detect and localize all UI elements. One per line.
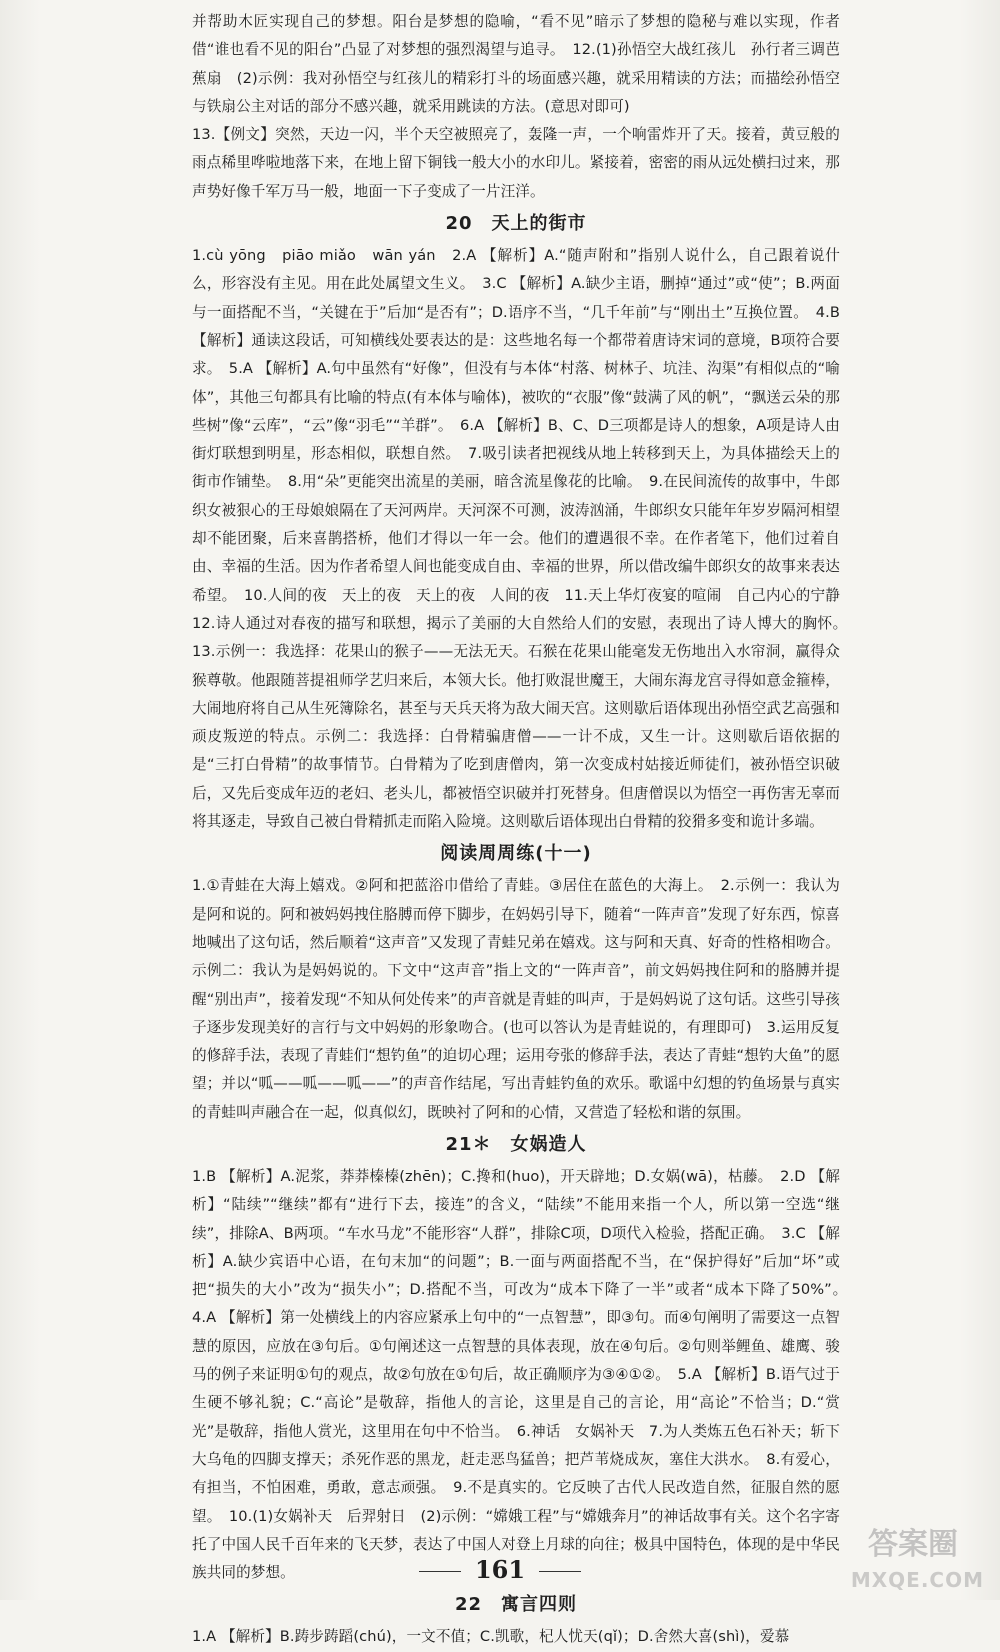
watermark-logo <box>818 1517 988 1592</box>
section-title-21: 21＊ 女娲造人 <box>445 1133 587 1155</box>
section-title-20: 20 天上的街市 <box>445 213 587 235</box>
answer-paragraph: 并帮助木匠实现自己的梦想。阳台是梦想的隐喻，“看不见”暗示了梦想的隐秘与难以实现，作者借“谁也看不见的阳台”凸显了对梦想的强烈渴望与追寻。 12.(1)孙悟空大战红孩儿 孙行者三调芭蕉扇 (2)示例：我对孙悟空与红孩儿的精彩打斗的场面感兴趣，就采用精读的方法；而描绘孙悟空与铁扇公主对话的部分不感兴趣，就采用跳读的方法。(意思对即可) <box>192 13 840 115</box>
watermark-en: MXQE.COM <box>850 1568 984 1592</box>
page-number: 161 <box>474 1555 526 1584</box>
watermark-cn: 答案圈 <box>868 1527 958 1562</box>
footer-dash-left <box>419 1571 461 1572</box>
footer-dash-right <box>539 1571 581 1572</box>
reading-answers: 1.①青蛙在大海上嬉戏。②阿和把蓝浴巾借给了青蛙。③居住在蓝色的大海上。 2.示例一：我认为是阿和说的。阿和被妈妈拽住胳膊而停下脚步，在妈妈引导下，随着“一阵声音”发现了好东西，惊喜地喊出了这句话，然后顺着“这声音”又发现了青蛙兄弟在嬉戏。这与阿和天真、好奇的性格相吻合。示例二：我认为是妈妈说的。下文中“这声音”指上文的“一阵声音”，前文妈妈拽住阿和的胳膊并提醒“别出声”，接着发现“不知从何处传来”的声音就是青蛙的叫声，于是妈妈说了这句话。这些引导孩子逐步发现美好的言行与文中妈妈的形象吻合。(也可以答认为是青蛙说的，有理即可) 3.运用反复的修辞手法，表现了青蛙们“想钓鱼”的迫切心理；运用夸张的修辞手法，表达了青蛙“想钓大鱼”的愿望；并以“呱——呱——呱——”的声音作结尾，写出青蛙钓鱼的欢乐。歌谣中幻想的钓鱼场景与真实的青蛙叫声融合在一起，似真似幻，既映衬了阿和的心情，又营造了轻松和谐的氛围。 <box>192 877 840 1121</box>
section-title-reading: 阅读周周练(十一) <box>440 843 592 865</box>
answer-paragraph: 13.【例文】突然，天边一闪，半个天空被照亮了，轰隆一声，一个响雷炸开了天。接着，黄豆般的雨点稀里哗啦地落下来，在地上留下铜钱一般大小的水印儿。紧接着，密密的雨从远处横扫过来，那声势好像千军万马一般，地面一下子变成了一片汪洋。 <box>192 126 840 200</box>
answer-content <box>192 8 855 1652</box>
section-21-answers: 1.B 【解析】A.泥浆，莽莽榛榛(zhēn)；C.搀和(huo)，开天辟地；D.女娲(wā)，枯藤。 2.D 【解析】“陆续”“继续”都有“进行下去，接连”的含义，“陆续”不能用来指一个人，所以第一空选“继续”，排除A、B两项。“车水马龙”不能形容“人群”，排除C项，D项代入检验，搭配正确。 3.C 【解析】A.缺少宾语中心语，在句末加“的问题”；B.一面与两面搭配不当，在“保护得好”后加“坏”或把“损失的大小”改为“损失小”；D.搭配不当，可改为“成本下降了一半”或者“成本下降了50%”。 4.A 【解析】第一处横线上的内容应紧承上句中的“一点智慧”，即③句。而④句阐明了需要这一点智慧的原因，应放在③句后。①句阐述这一点智慧的具体表现，放在④句后。②句则举鲤鱼、雄鹰、骏马的例子来证明①句的观点，故②句放在①句后，故正确顺序为③④①②。 5.A 【解析】B.语气过于生硬不够礼貌；C.“高论”是敬辞，指他人的言论，这里是自己的言论，用“高论”不恰当；D.“赏光”是敬辞，指他人赏光，这里用在句中不恰当。 6.神话 女娲补天 7.为人类炼五色石补天；斩下大乌龟的四脚支撑天；杀死作恶的黑龙，赶走恶鸟猛兽；把芦苇烧成灰，塞住大洪水。 8.有爱心，有担当，不怕困难，勇敢，意志顽强。 9.不是真实的。它反映了古代人民改造自然，征服自然的愿望。 10.(1)女娲补天 后羿射日 (2)示例：“嫦娥工程”与“嫦娥奔月”的神话故事有关。这个名字寄托了中国人民千百年来的飞天梦，表达了中国人对登上月球的向往；极具中国特色，体现的是中华民族共同的梦想。 <box>192 1167 855 1582</box>
section-20-answers: 1.cù yōng piāo miǎo wān yán 2.A 【解析】A.“随声附和”指别人说什么，自己跟着说什么，形容没有主见。用在此处属望文生义。 3.C 【解析】A.缺少主语，删掉“通过”或“使”；B.两面与一面搭配不当，“关键在于”后加“是否有”；D.语序不当，“几千年前”与“刚出土”互换位置。 4.B 【解析】通读这段话，可知横线处要表达的是：这些地名每一个都带着唐诗宋词的意境，B项符合要求。 5.A 【解析】A.句中虽然有“好像”，但没有与本体“村落、树林子、坑洼、沟渠”有相似点的“喻体”，其他三句都具有比喻的特点(有本体与喻体)，被吹的“衣服”像“鼓满了风的帆”，“飘送云朵的那些树”像“云库”，“云”像“羽毛”“羊群”。 6.A 【解析】B、C、D三项都是诗人的想象，A项是诗人由街灯联想到明星，形态相似，联想自然。 7.吸引读者把视线从地上转移到天上，为具体描绘天上的街市作铺垫。 8.用“朵”更能突出流星的美丽，暗含流星像花的比喻。 9.在民间流传的故事中，牛郎织女被狠心的王母娘娘隔在了天河两岸。天河深不可测，波涛汹涌，牛郎织女只能年年岁岁隔河相望却不能团聚，后来喜鹊搭桥，他们才得以一年一会。他们的遭遇很不幸。在作者笔下，他们过着自由、幸福的生活。因为作者希望人间也能变成自由、幸福的世界，所以借改编牛郎织女的故事来表达希望。 10.人间的夜 天上的夜 天上的夜 人间的夜 11.天上华灯夜宴的喧闹 自己内心的宁静 12.诗人通过对春夜的描写和联想，揭示了美丽的大自然给人们的安慰，表现出了诗人博大的胸怀。 13.示例一：我选择：花果山的猴子——无法无天。石猴在花果山能毫发无伤地出入水帘洞，赢得众猴尊敬。他跟随菩提祖师学艺归来后，本领大长。他打败混世魔王，大闹东海龙宫寻得如意金箍棒，大闹地府将自己从生死簿除名，甚至与天兵天将为敌大闹天宫。这则歇后语体现出孙悟空武艺高强和顽皮叛逆的特点。示例二：我选择：白骨精骗唐僧——一计不成，又生一计。这则歇后语依据的是“三打白骨精”的故事情节。白骨精为了吃到唐僧肉，第一次变成村姑接近师徒们，被孙悟空识破后，又先后变成年迈的老妇、老头儿，都被悟空识破并打死替身。但唐僧误以为悟空一再伤害无辜而将其逐走，导致自己被白骨精抓走而陷入险境。这则歇后语体现出白骨精的狡猾多变和诡计多端。 <box>192 247 855 831</box>
section-22-answers: 1.A 【解析】B.踌步踌蹈(chú)，一文不值；C.凯歌，杞人忧天(qǐ)；D.舍然大喜(shì)，爱慕 <box>192 1628 790 1646</box>
section-title-22: 22 寓言四则 <box>454 1594 578 1616</box>
